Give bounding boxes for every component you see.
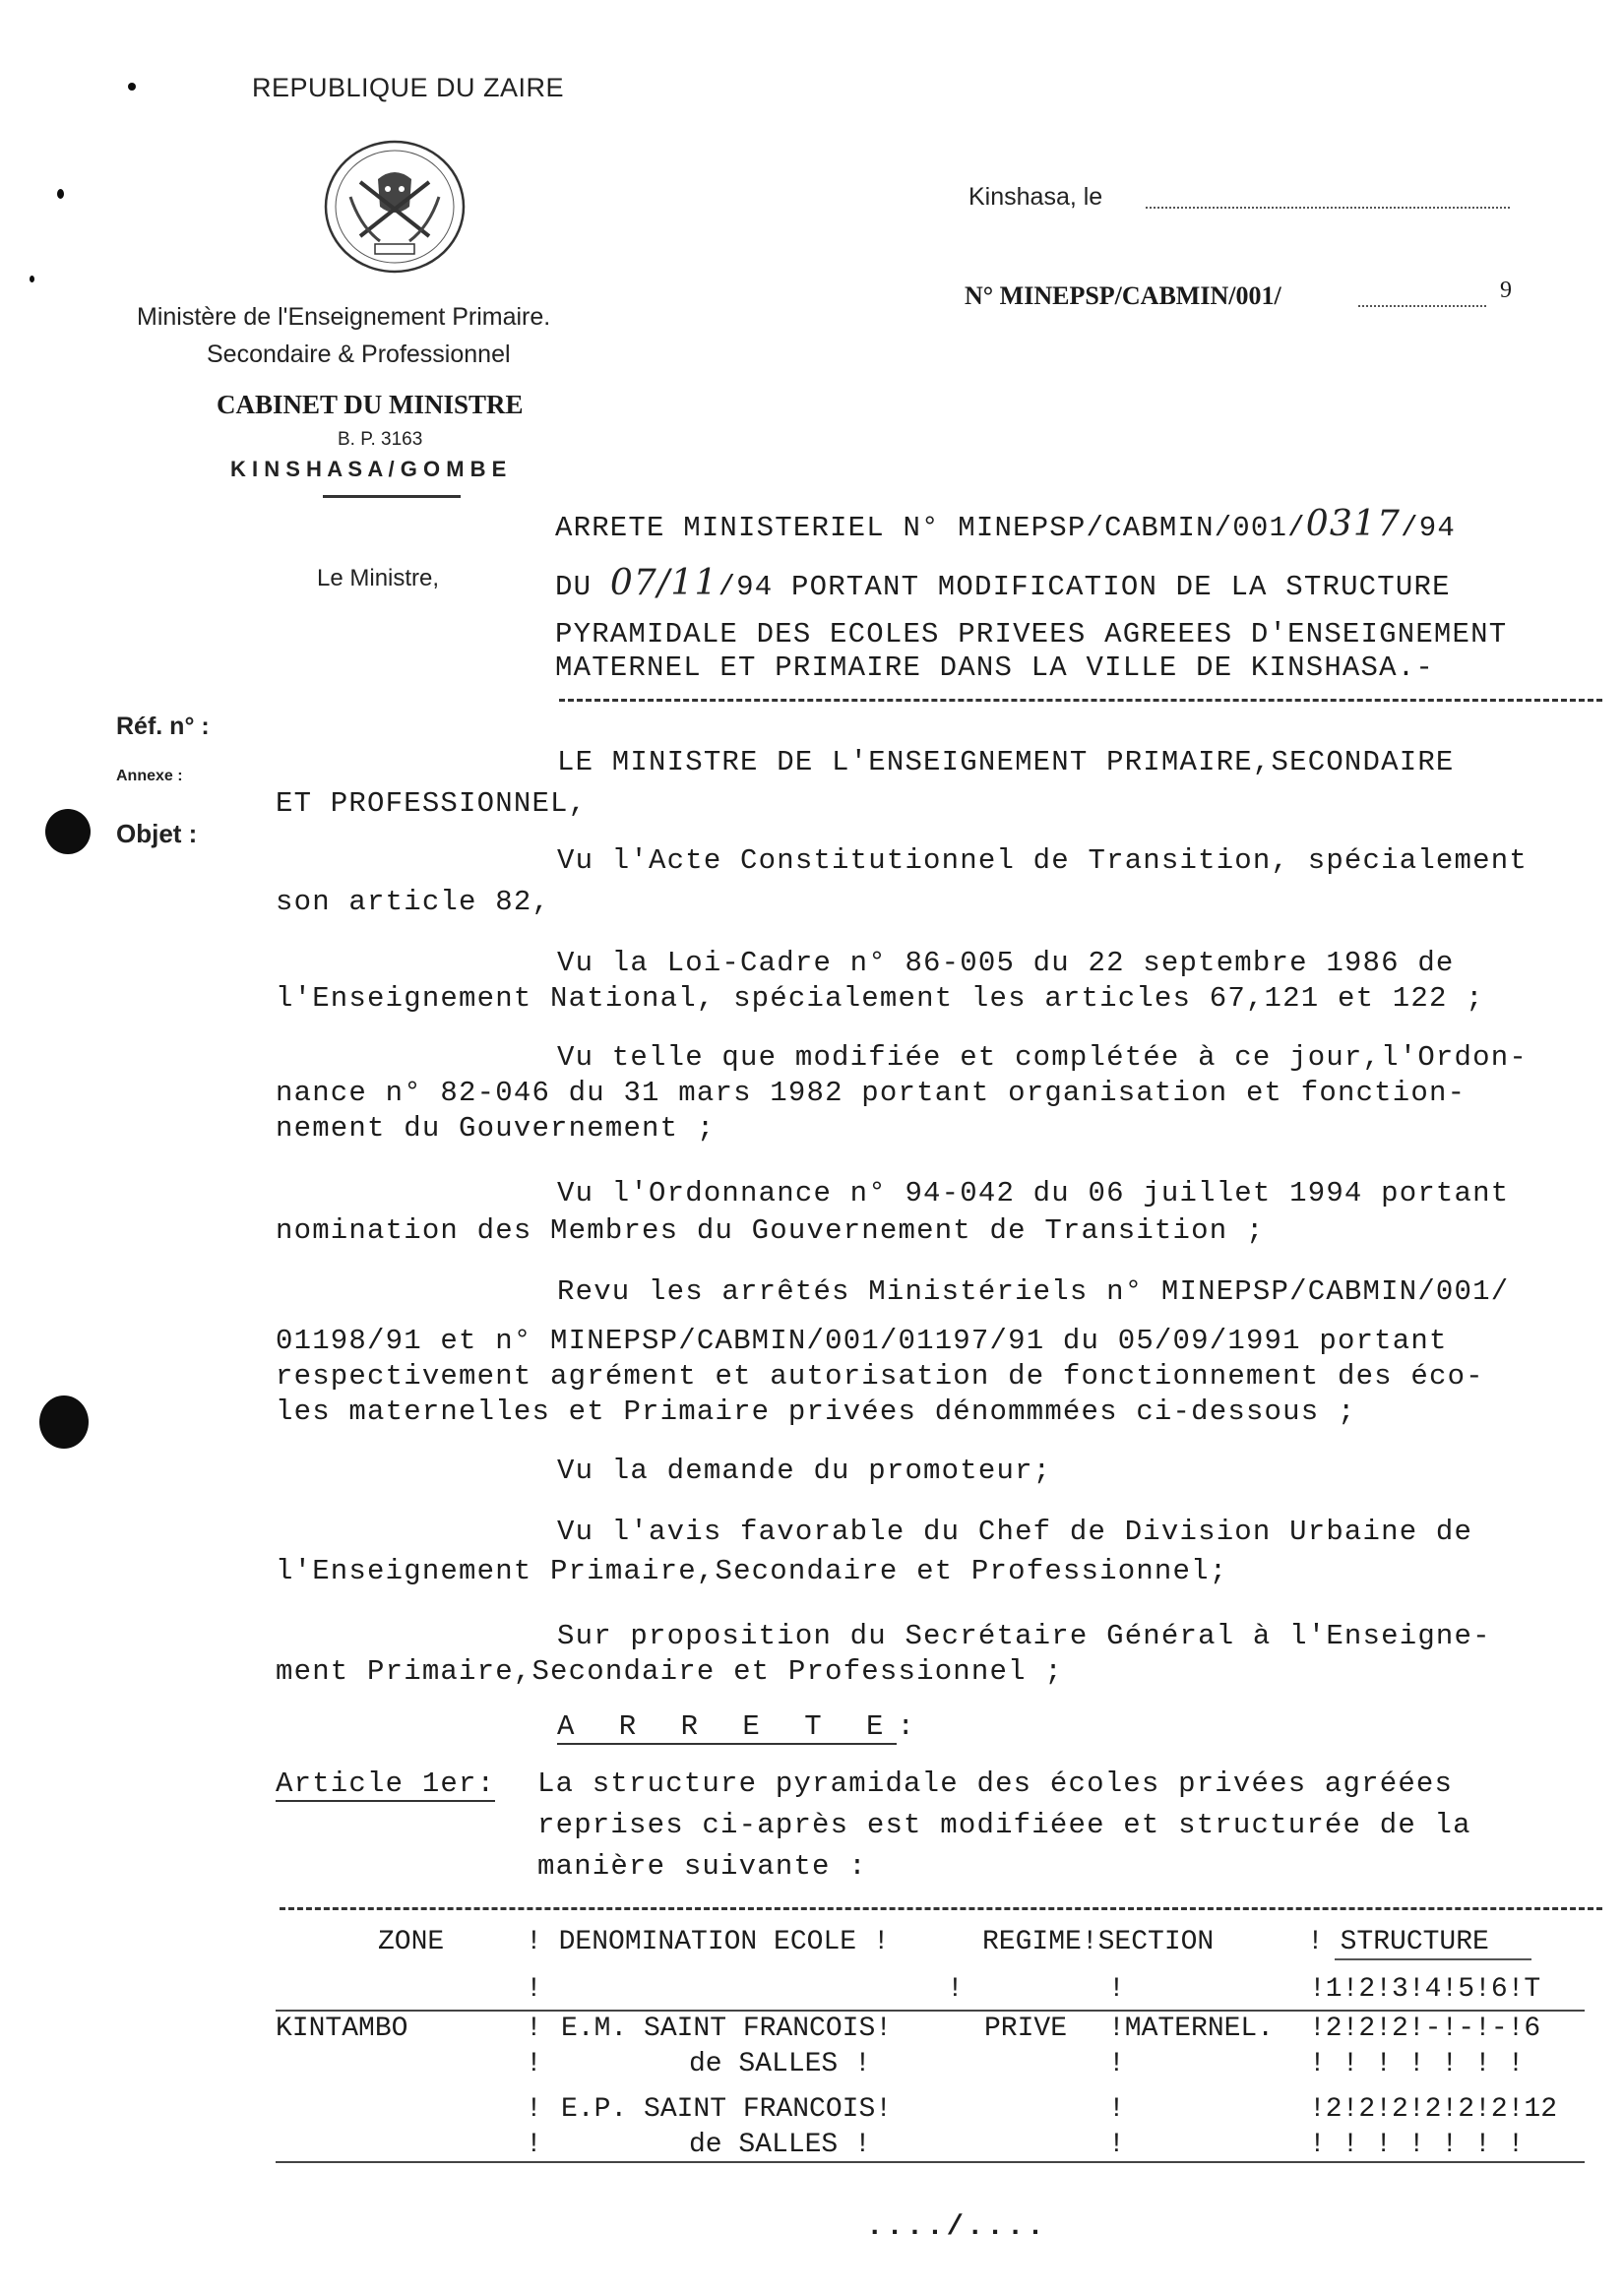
decree-title-line2 [555,563,1451,603]
handwritten-decree-number: 0317 [1305,504,1402,544]
article-1-line2: reprises ci-après est modifiéee et structurée de la [537,1809,1471,1841]
table-header-rule [276,2010,1585,2012]
consideration-8-line1: Sur proposition du Secrétaire Général à l'Enseigne- [557,1620,1491,1652]
country-name: REPUBLIQUE DU ZAIRE [252,73,565,102]
decrees-heading [557,1710,928,1743]
table-row-bang: ! [526,2094,542,2125]
date-blank [1146,207,1510,209]
city-address: K I N S H A S A / G O M B E [230,457,507,481]
consideration-5-line1: Revu les arrêtés Ministériels n° MINEPSP/CABMIN/001/ [557,1275,1510,1308]
table-row-structure: !2!2!2!-!-!-!6 [1309,2014,1541,2044]
cabinet-title: CABINET DU MINISTRE [217,390,524,419]
consideration-1-line2: son article 82, [276,886,551,918]
table-row-school-name: E.P. SAINT FRANCOIS! [561,2094,893,2125]
structure-header-underline [1335,1958,1531,1960]
consideration-7-line1: Vu l'avis favorable du Chef de Division Urbaine de [557,1516,1473,1548]
postbox: B. P. 3163 [338,429,423,450]
table-row-bang: ! [1108,2049,1125,2079]
table-row-bang: ! [526,2049,542,2079]
consideration-2-line1: Vu la Loi-Cadre n° 86-005 du 22 septembre 1986 de [557,947,1455,979]
margin-speck [30,276,34,282]
subheader-structure-columns: !1!2!3!4!5!6!T [1309,1974,1541,2005]
article-1-label: Article 1er: [276,1767,496,1800]
preamble-line2: ET PROFESSIONNEL, [276,787,588,820]
consideration-7-line2: l'Enseignement Primaire,Secondaire et Professionnel; [276,1555,1228,1587]
decrees-heading-text: A R R E T E [557,1710,898,1743]
subheader-bang: ! [947,1974,964,2005]
table-row-school-name: E.M. SAINT FRANCOIS! [561,2014,893,2044]
table-row-bang: ! [1108,2130,1125,2160]
consideration-6: Vu la demande du promoteur; [557,1455,1052,1487]
table-row-zone: KINTAMBO [276,2014,408,2044]
table-row-school-name-cont: de SALLES ! [689,2049,871,2079]
decree-title-line1 [555,504,1456,544]
table-row-school-name-cont: de SALLES ! [689,2130,871,2160]
table-row-structure: !2!2!2!2!2!2!12 [1309,2094,1558,2125]
table-row-regime: PRIVE [984,2014,1068,2044]
reference-number: N° MINEPSP/CABMIN/001/ [965,281,1281,310]
reference-suffix: 9 [1500,278,1512,303]
subheader-bang: ! [1108,1974,1125,2005]
consideration-1-line1: Vu l'Acte Constitutionnel de Transition, spécialement [557,844,1528,877]
table-header-zone: ZONE [378,1927,445,1957]
consideration-5-line4: les maternelles et Primaire privées dénommmées ci-dessous ; [276,1395,1356,1428]
header-rule [323,495,461,498]
decrees-heading-colon: : [897,1710,928,1743]
margin-speck [57,189,64,199]
title-separator [559,699,1602,702]
decree-title-line4: MATERNEL ET PRIMAIRE DANS LA VILLE DE KINSHASA.- [555,651,1434,684]
ministry-name-line2: Secondaire & Professionnel [207,341,511,368]
consideration-3-line1: Vu telle que modifiée et complétée à ce jour,l'Ordon- [557,1041,1528,1074]
ministry-name-line1: Ministère de l'Enseignement Primaire. [137,303,551,331]
decree-date-prefix: DU [555,571,593,603]
decree-title-line3: PYRAMIDALE DES ECOLES PRIVEES AGREEES D'ENSEIGNEMENT [555,618,1508,651]
table-row-section: !MATERNEL. [1108,2014,1275,2044]
table-header-denomination: ! DENOMINATION ECOLE ! [526,1927,890,1957]
coat-of-arms-emblem [321,138,468,280]
annex-label: Annexe : [116,768,183,784]
table-bottom-rule [276,2161,1585,2163]
consideration-5-line2: 01198/91 et n° MINEPSP/CABMIN/001/01197/91 du 05/09/1991 portant [276,1325,1448,1357]
consideration-8-line2: ment Primaire,Secondaire et Professionnel ; [276,1655,1063,1688]
table-row-section: ! [1108,2094,1125,2125]
handwritten-decree-date: 07/11 [609,563,718,603]
decree-title-year: /94 [1401,512,1456,544]
preamble-line1: LE MINISTRE DE L'ENSEIGNEMENT PRIMAIRE,SECONDAIRE [557,746,1455,778]
table-row-structure-cont: ! ! ! ! ! ! ! [1309,2130,1525,2160]
article-1-line3: manière suivante : [537,1850,867,1883]
subheader-bang: ! [526,1974,542,2005]
punch-hole [45,809,91,854]
punch-hole [39,1395,89,1449]
consideration-4-line2: nomination des Membres du Gouvernement de Transition ; [276,1214,1265,1247]
ref-label: Réf. n° : [116,713,210,740]
consideration-3-line2: nance n° 82-046 du 31 mars 1982 portant organisation et fonction- [276,1077,1467,1109]
article-1-line1: La structure pyramidale des écoles privées agréées [537,1767,1454,1800]
decree-title-prefix: ARRETE MINISTERIEL N° MINEPSP/CABMIN/001/ [555,512,1306,544]
table-row-bang: ! [526,2130,542,2160]
consideration-2-line2: l'Enseignement National, spécialement les articles 67,121 et 122 ; [276,982,1484,1015]
table-header-regime-section: REGIME!SECTION [982,1927,1215,1957]
margin-speck [128,83,136,91]
object-label: Objet : [116,819,198,848]
table-header-structure: ! STRUCTURE [1307,1927,1489,1957]
consideration-4-line1: Vu l'Ordonnance n° 94-042 du 06 juillet 1994 portant [557,1177,1510,1209]
table-row-structure-cont: ! ! ! ! ! ! ! [1309,2049,1525,2079]
table-top-rule [280,1907,1602,1910]
reference-blank [1358,305,1486,307]
decree-title-rest: /94 PORTANT MODIFICATION DE LA STRUCTURE [718,571,1451,603]
table-row-bang: ! [526,2014,542,2044]
minister-label: Le Ministre, [317,565,440,591]
continuation-marker: ..../.... [866,2210,1047,2243]
place-date-label: Kinshasa, le [968,183,1103,211]
consideration-5-line3: respectivement agrément et autorisation de fonctionnement des éco- [276,1360,1484,1393]
consideration-3-line3: nement du Gouvernement ; [276,1112,716,1145]
